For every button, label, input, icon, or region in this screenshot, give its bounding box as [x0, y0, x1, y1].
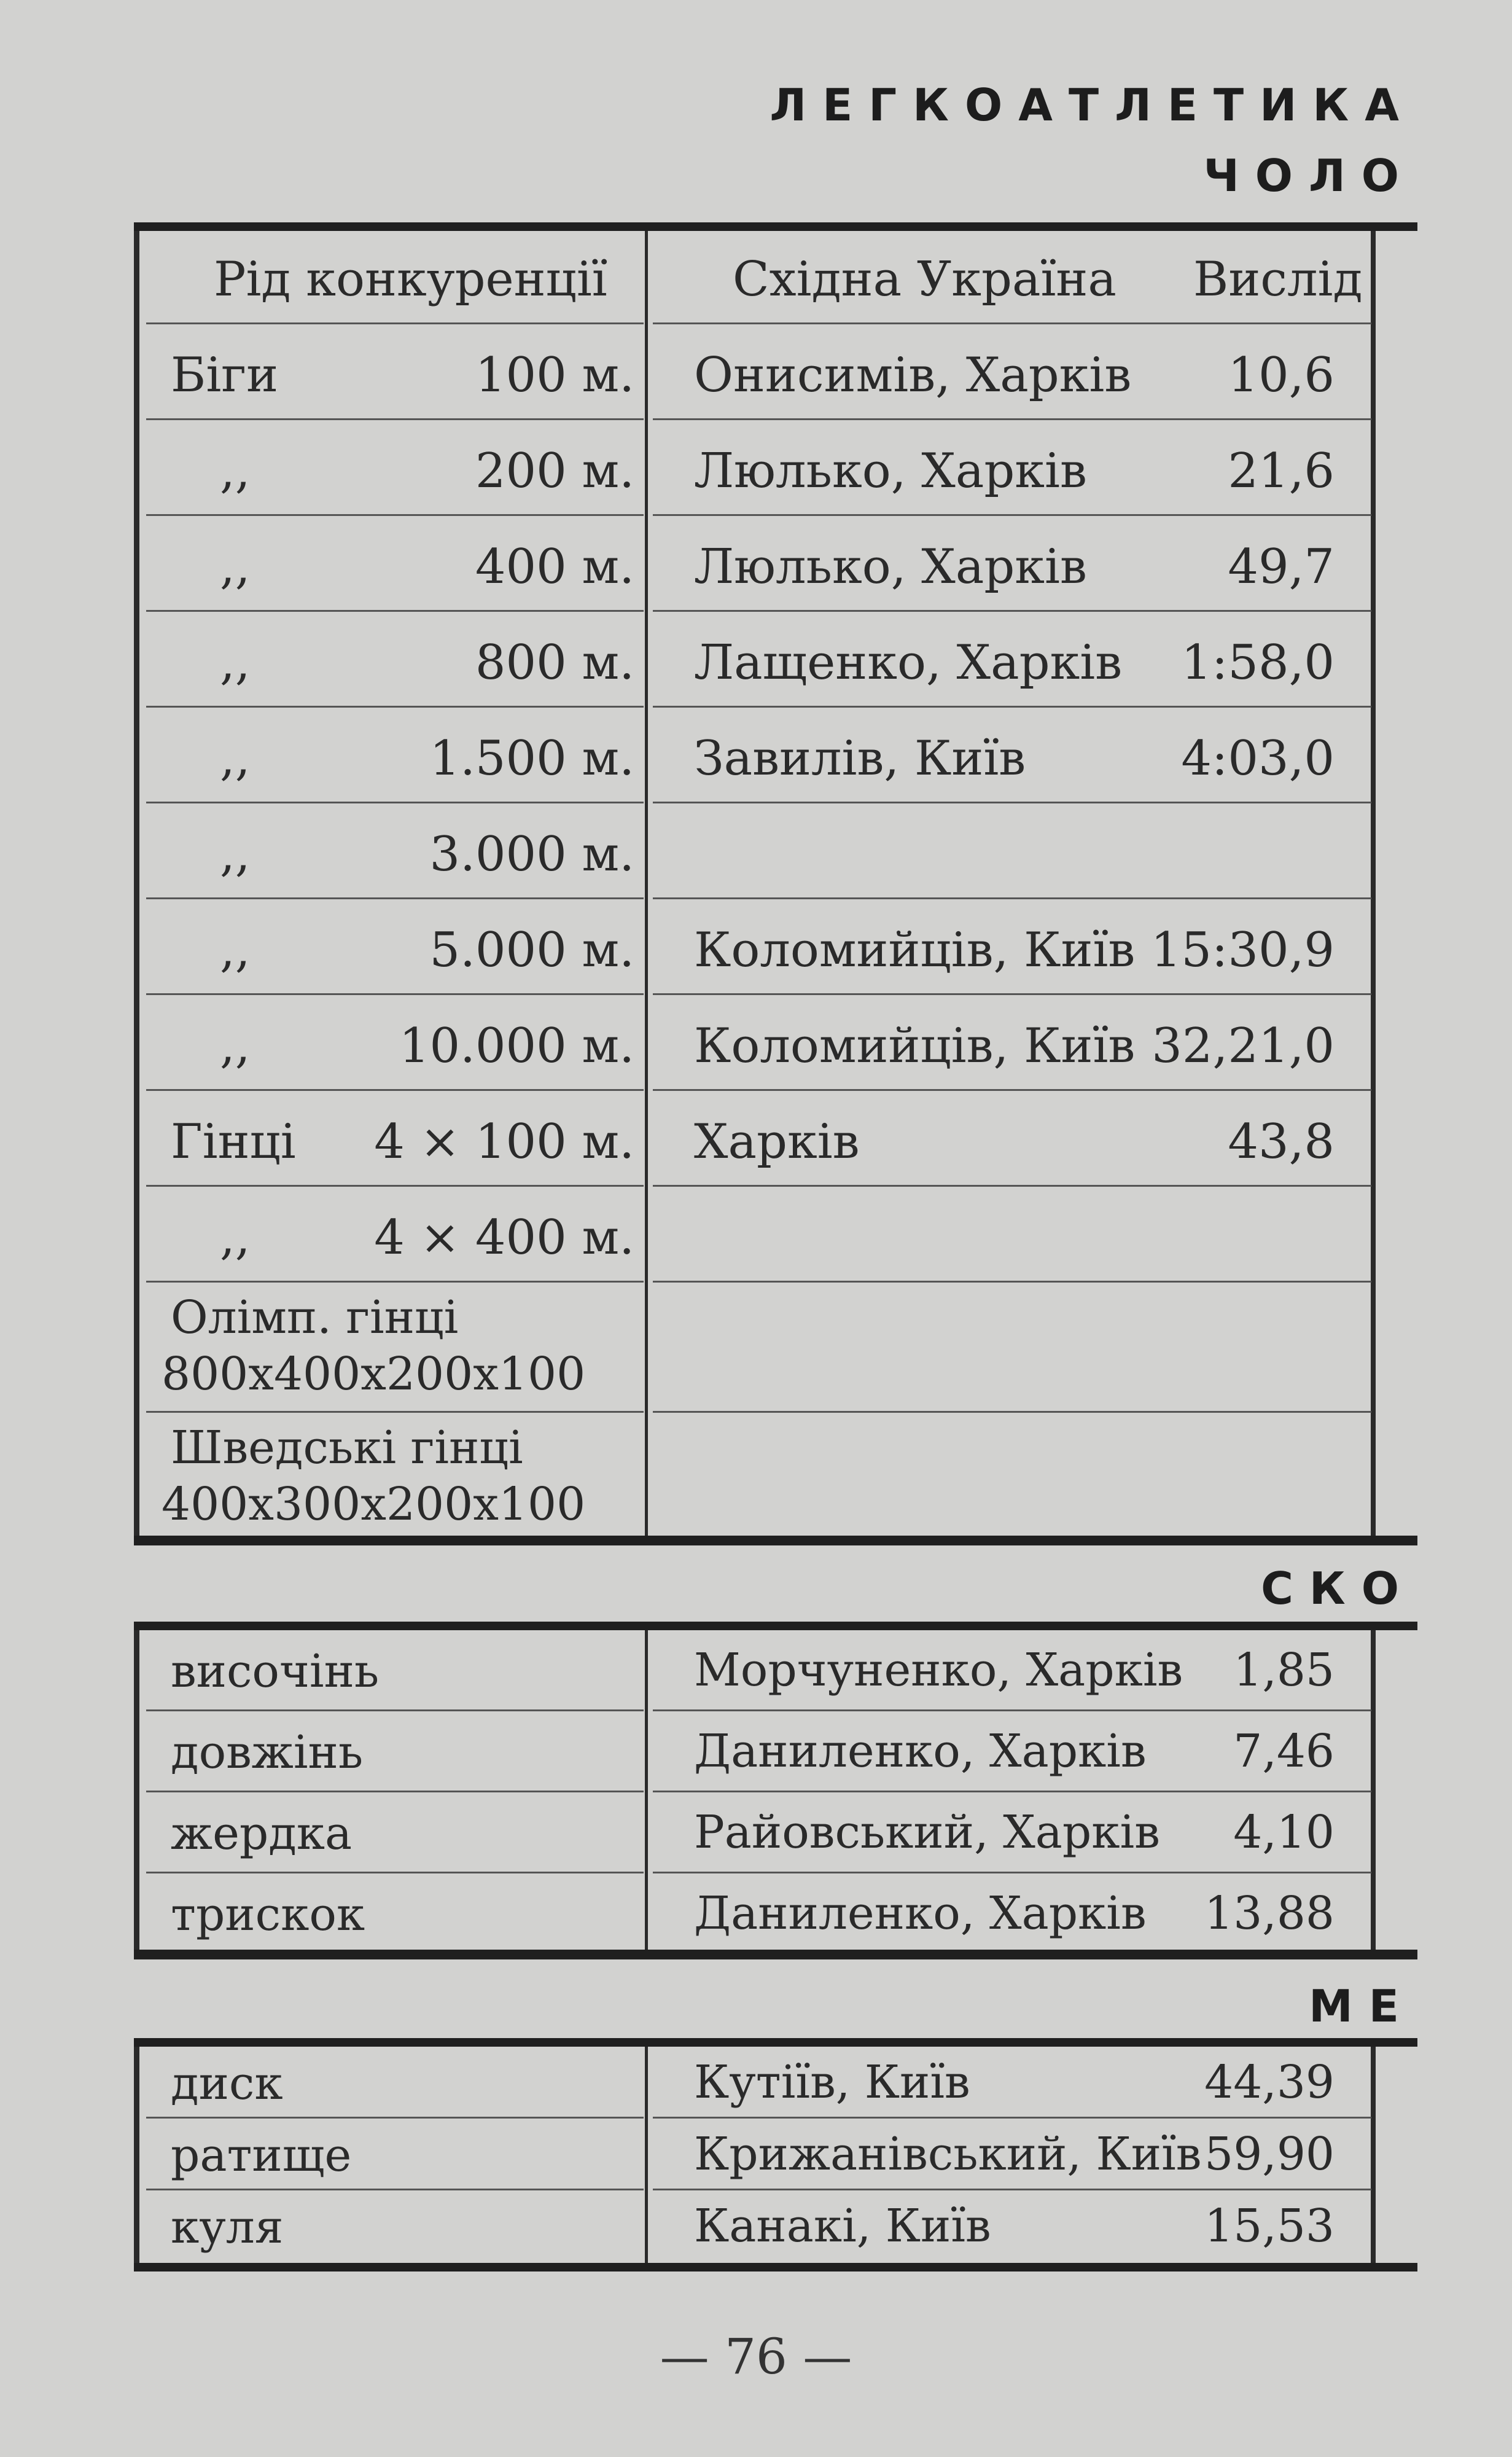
- event-distance: 100 м.: [475, 348, 634, 403]
- event-name: ,,: [220, 443, 251, 499]
- table-row: [134, 516, 1374, 612]
- event-name: ратище: [171, 2129, 352, 2182]
- bottom-rule: [134, 2263, 1417, 2271]
- event-name: ,,: [220, 635, 251, 690]
- athlete-name: Канакі, Київ: [694, 2200, 991, 2252]
- athlete-name: Коломийців, Київ: [694, 923, 1136, 978]
- jumps-heading: СКО: [1261, 1563, 1415, 1614]
- event-name: ,,: [220, 1210, 251, 1265]
- event-name: Гінці: [171, 1114, 296, 1170]
- track-heading: ЧОЛО: [1203, 150, 1415, 201]
- table-row: [134, 1091, 1374, 1187]
- athlete-name: Морчуненко, Харків: [694, 1644, 1183, 1697]
- section-rule: [134, 1536, 1417, 1545]
- event-distance: 3.000 м.: [429, 827, 634, 882]
- section-rule: [134, 1622, 1417, 1630]
- result-value: 7,46: [1233, 1725, 1335, 1778]
- table-header-row: [134, 231, 1374, 324]
- section-rule: [134, 1950, 1417, 1959]
- event-name: довжінь: [171, 1726, 364, 1779]
- result-value: 59,90: [1204, 2128, 1335, 2181]
- result-value: 4,10: [1233, 1806, 1335, 1859]
- event-name: ,,: [220, 1018, 251, 1074]
- page-number: — 76 —: [660, 2328, 852, 2385]
- athlete-name: Кутіїв, Київ: [694, 2056, 970, 2109]
- result-value: 1,85: [1233, 1644, 1335, 1697]
- header-event: Рід конкуренції: [214, 252, 607, 307]
- table-row: [134, 995, 1374, 1091]
- result-value: 1:58,0: [1181, 635, 1335, 690]
- athlete-name: Харків: [694, 1114, 860, 1170]
- event-distance: 400 м.: [475, 539, 634, 595]
- event-name: ,,: [220, 923, 251, 978]
- athlete-name: Люлько, Харків: [694, 443, 1087, 499]
- event-name: Біги: [171, 348, 279, 403]
- track-events-table: [134, 231, 1374, 1536]
- athlete-name: Люлько, Харків: [694, 539, 1087, 595]
- athlete-name: Райовський, Харків: [694, 1806, 1160, 1859]
- result-value: 4:03,0: [1181, 731, 1335, 786]
- top-rule: [134, 222, 1417, 231]
- table-row: [134, 1283, 1374, 1413]
- event-name: ,,: [220, 827, 251, 882]
- table-row: [134, 2047, 1374, 2119]
- result-value: 13,88: [1204, 1887, 1335, 1940]
- result-value: 43,8: [1228, 1114, 1335, 1170]
- result-value: 32,21,0: [1152, 1018, 1335, 1074]
- event-distance: 200 м.: [475, 443, 634, 499]
- header-result: Вислід: [1193, 252, 1363, 307]
- event-distance: 10.000 м.: [399, 1018, 634, 1074]
- event-distance: 4 × 100 м.: [374, 1114, 634, 1170]
- table-row: [134, 803, 1374, 899]
- event-name: жердка: [171, 1807, 353, 1860]
- athlete-name: Лащенко, Харків: [694, 635, 1123, 690]
- result-value: 44,39: [1204, 2056, 1335, 2109]
- table-row: [134, 1711, 1374, 1792]
- throws-table: [134, 2047, 1374, 2263]
- table-row: [134, 1792, 1374, 1873]
- table-row: [134, 2119, 1374, 2190]
- table-row: [134, 1873, 1374, 1955]
- table-row: [134, 612, 1374, 708]
- event-name: куля: [171, 2201, 284, 2254]
- event-distance: 4 × 400 м.: [374, 1210, 634, 1265]
- table-row: [134, 2190, 1374, 2262]
- event-distance: 1.500 м.: [429, 731, 634, 786]
- table-row: [134, 1630, 1374, 1711]
- athlete-name: Завилів, Київ: [694, 731, 1026, 786]
- event-name: ,,: [220, 731, 251, 786]
- table-row: [134, 1187, 1374, 1283]
- athlete-name: Даниленко, Харків: [694, 1725, 1147, 1778]
- table-row: [134, 708, 1374, 803]
- athlete-name: Крижанівський, Київ: [694, 2128, 1202, 2181]
- section-rule: [134, 2038, 1417, 2047]
- result-value: 49,7: [1228, 539, 1335, 595]
- jumps-table: [134, 1630, 1374, 1950]
- table-row: [134, 420, 1374, 516]
- relay-scheme: 800х400х200х100: [162, 1348, 586, 1400]
- table-row: [134, 324, 1374, 420]
- event-name: трискок: [171, 1888, 365, 1941]
- relay-name: Шведські гінці: [171, 1421, 523, 1474]
- event-name: височінь: [171, 1645, 380, 1698]
- result-value: 21,6: [1228, 443, 1335, 499]
- result-value: 15:30,9: [1150, 923, 1335, 978]
- athlete-name: Онисимів, Харків: [694, 348, 1132, 403]
- section-title: ЛЕГКОАТЛЕТИКА: [770, 79, 1415, 131]
- table-row: [134, 1413, 1374, 1536]
- relay-scheme: 400х300х200х100: [162, 1478, 586, 1531]
- throws-heading: МЕ: [1309, 1980, 1415, 2032]
- table-row: [134, 899, 1374, 995]
- event-name: диск: [171, 2057, 283, 2110]
- event-distance: 800 м.: [475, 635, 634, 690]
- header-region: Східна Україна: [733, 252, 1116, 307]
- relay-name: Олімп. гінці: [171, 1291, 459, 1344]
- athlete-name: Коломийців, Київ: [694, 1018, 1136, 1074]
- result-value: 10,6: [1228, 348, 1335, 403]
- result-value: 15,53: [1204, 2200, 1335, 2252]
- athlete-name: Даниленко, Харків: [694, 1887, 1147, 1940]
- event-name: ,,: [220, 539, 251, 595]
- event-distance: 5.000 м.: [429, 923, 634, 978]
